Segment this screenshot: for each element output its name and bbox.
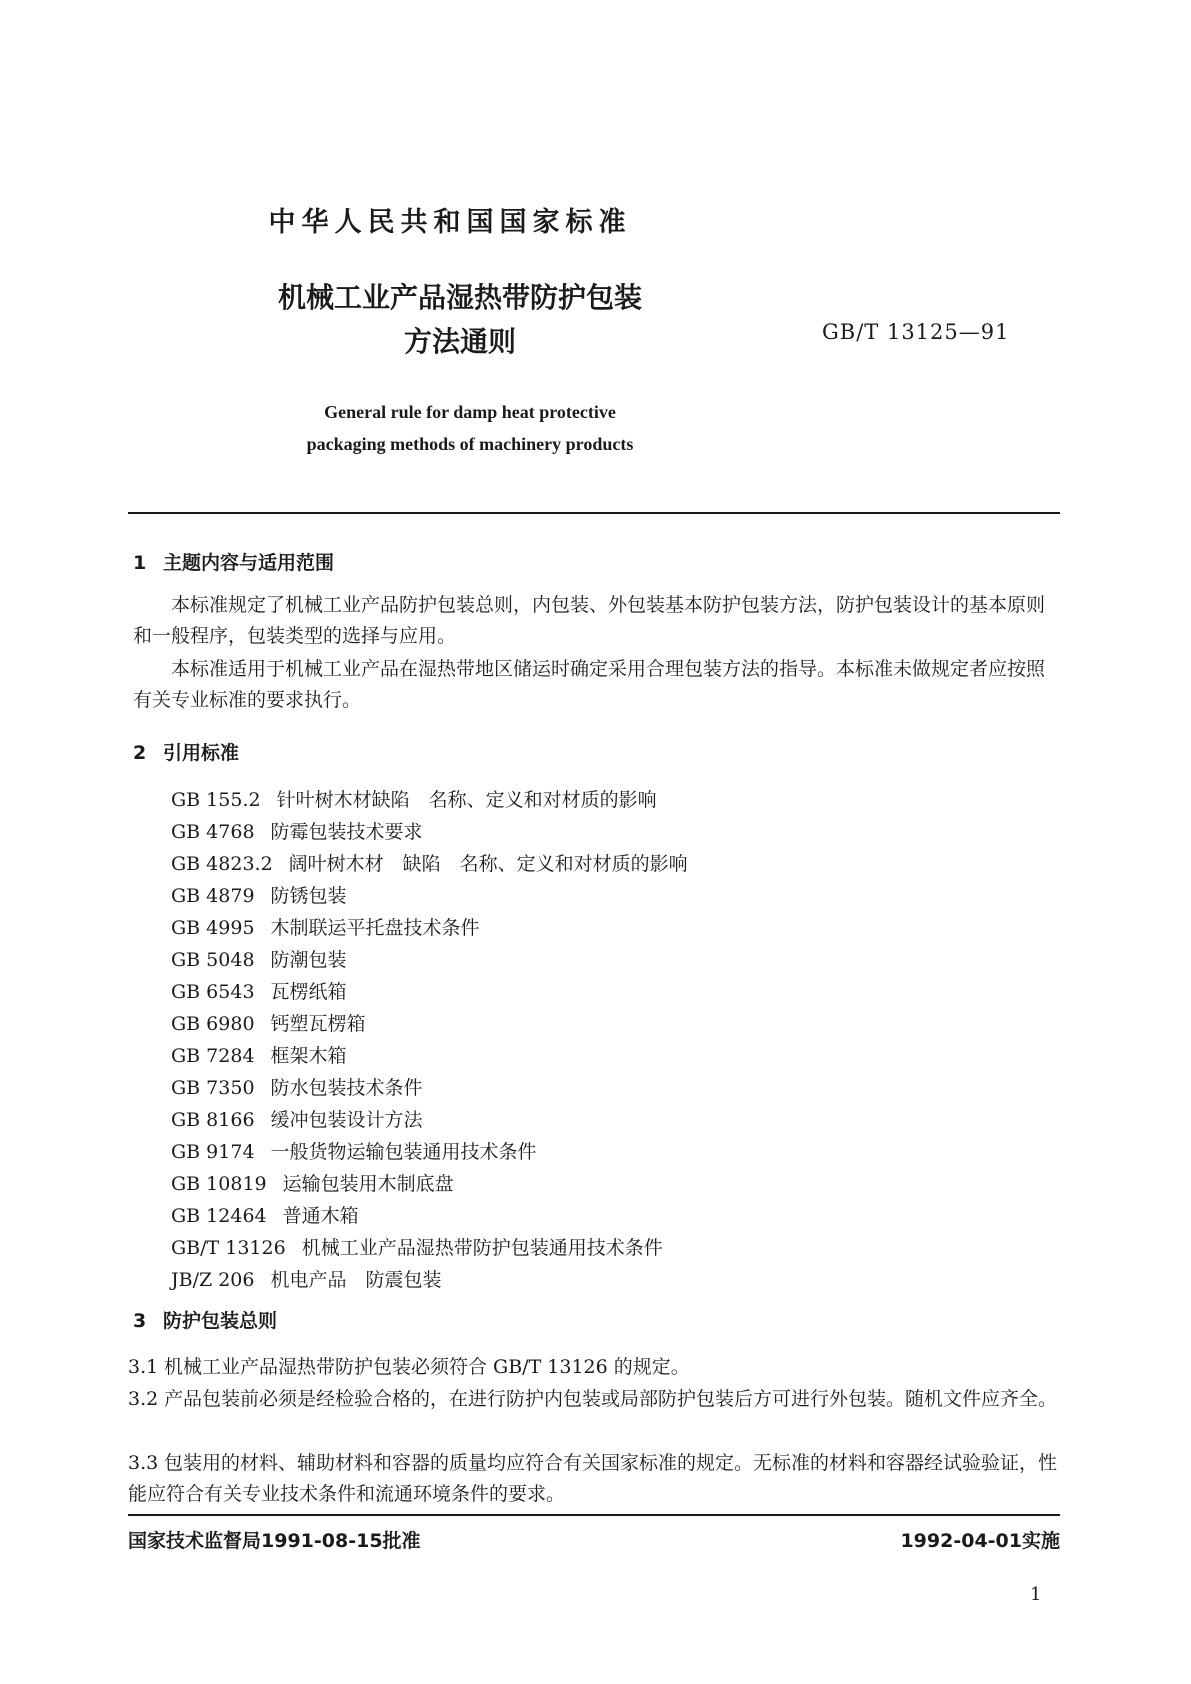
reference-item <box>171 816 688 848</box>
reference-name: 阔叶树木材 缺陷 名称、定义和对材质的影响 <box>288 853 688 875</box>
clause-3-3 <box>128 1448 1061 1510</box>
section-1-number: 1 <box>133 552 147 574</box>
reference-code: GB 8166 <box>171 1109 255 1131</box>
reference-name: 缓冲包装设计方法 <box>270 1109 423 1131</box>
reference-code: GB 7284 <box>171 1045 255 1067</box>
reference-item <box>171 1136 688 1168</box>
reference-item <box>171 1264 688 1296</box>
reference-name: 针叶树木材缺陷 名称、定义和对材质的影响 <box>276 789 657 811</box>
reference-code: GB 12464 <box>171 1205 267 1227</box>
reference-code: GB/T 13126 <box>171 1237 286 1259</box>
reference-code: GB 6980 <box>171 1013 255 1035</box>
reference-name: 瓦楞纸箱 <box>270 981 347 1003</box>
document-title-line-1: 机械工业产品湿热带防护包装 <box>277 281 642 314</box>
reference-list <box>171 784 688 1296</box>
reference-name: 运输包装用木制底盘 <box>282 1173 454 1195</box>
reference-item <box>171 1200 688 1232</box>
reference-item <box>171 912 688 944</box>
section-3-number: 3 <box>133 1310 147 1332</box>
reference-item <box>171 1232 688 1264</box>
reference-name: 普通木箱 <box>282 1205 359 1227</box>
reference-code: GB 155.2 <box>171 789 261 811</box>
section-3-heading <box>133 1306 277 1333</box>
footer-divider <box>128 1514 1060 1516</box>
reference-name: 防锈包装 <box>270 885 347 907</box>
standard-number: GB/T 13125—91 <box>822 320 1010 344</box>
implementation-date: 1992-04-01实施 <box>900 1530 1060 1552</box>
reference-name: 木制联运平托盘技术条件 <box>270 917 480 939</box>
reference-item <box>171 880 688 912</box>
reference-name: 机电产品 防震包装 <box>270 1269 442 1291</box>
reference-code: GB 4823.2 <box>171 853 273 875</box>
document-title-line-2: 方法通则 <box>403 325 516 358</box>
section-2-heading <box>133 738 239 765</box>
clause-text: 包装用的材料、辅助材料和容器的质量均应符合有关国家标准的规定。无标准的材料和容器经试验验证，性能应符合有关专业技术条件和流通环境条件的要求。 <box>128 1452 1058 1505</box>
reference-code: GB 7350 <box>171 1077 255 1099</box>
page-number: 1 <box>1030 1584 1042 1605</box>
reference-code: GB 4879 <box>171 885 255 907</box>
reference-code: GB 4995 <box>171 917 255 939</box>
clause-number: 3.1 <box>128 1356 159 1378</box>
reference-name: 框架木箱 <box>270 1045 347 1067</box>
english-title-line-2: packaging methods of machinery products <box>306 434 634 454</box>
reference-code: GB 6543 <box>171 981 255 1003</box>
reference-name: 防水包装技术条件 <box>270 1077 423 1099</box>
approval-date: 国家技术监督局1991-08-15批准 <box>128 1530 421 1552</box>
reference-item <box>171 1008 688 1040</box>
reference-name: 机械工业产品湿热带防护包装通用技术条件 <box>301 1237 663 1259</box>
reference-item <box>171 1072 688 1104</box>
reference-code: GB 10819 <box>171 1173 267 1195</box>
section-1-paragraph-2: 本标准适用于机械工业产品在湿热带地区储运时确定采用合理包装方法的指导。本标准未做规定者应按照有关专业标准的要求执行。 <box>133 658 1046 711</box>
header-divider <box>128 512 1060 514</box>
section-1-paragraph-1: 本标准规定了机械工业产品防护包装总则，内包装、外包装基本防护包装方法，防护包装设计的基本原则和一般程序，包装类型的选择与应用。 <box>133 594 1046 647</box>
section-2-title: 引用标准 <box>163 742 240 764</box>
reference-name: 防霉包装技术要求 <box>270 821 423 843</box>
section-1-title: 主题内容与适用范围 <box>163 552 335 574</box>
reference-code: JB/Z 206 <box>171 1269 255 1291</box>
english-title-line-1: General rule for damp heat protective <box>324 402 616 422</box>
reference-name: 一般货物运输包装通用技术条件 <box>270 1141 537 1163</box>
section-3-title: 防护包装总则 <box>163 1310 278 1332</box>
section-2-number: 2 <box>133 742 147 764</box>
clause-text: 产品包装前必须是经检验合格的，在进行防护内包装或局部防护包装后方可进行外包装。随机文件应齐全。 <box>164 1388 1058 1410</box>
clause-number: 3.3 <box>128 1452 159 1474</box>
reference-item <box>171 784 688 816</box>
reference-item <box>171 944 688 976</box>
clause-3-1 <box>128 1352 1061 1383</box>
reference-code: GB 4768 <box>171 821 255 843</box>
reference-item <box>171 1104 688 1136</box>
reference-item <box>171 976 688 1008</box>
reference-name: 防潮包装 <box>270 949 347 971</box>
clause-number: 3.2 <box>128 1388 159 1410</box>
clause-text: 机械工业产品湿热带防护包装必须符合 GB/T 13126 的规定。 <box>164 1356 690 1378</box>
reference-code: GB 9174 <box>171 1141 255 1163</box>
national-standard-header: 中华人民共和国国家标准 <box>268 207 632 238</box>
clause-3-2 <box>128 1384 1061 1415</box>
reference-item <box>171 1040 688 1072</box>
reference-item <box>171 1168 688 1200</box>
reference-code: GB 5048 <box>171 949 255 971</box>
reference-name: 钙塑瓦楞箱 <box>270 1013 366 1035</box>
reference-item <box>171 848 688 880</box>
section-1-heading <box>133 548 334 575</box>
